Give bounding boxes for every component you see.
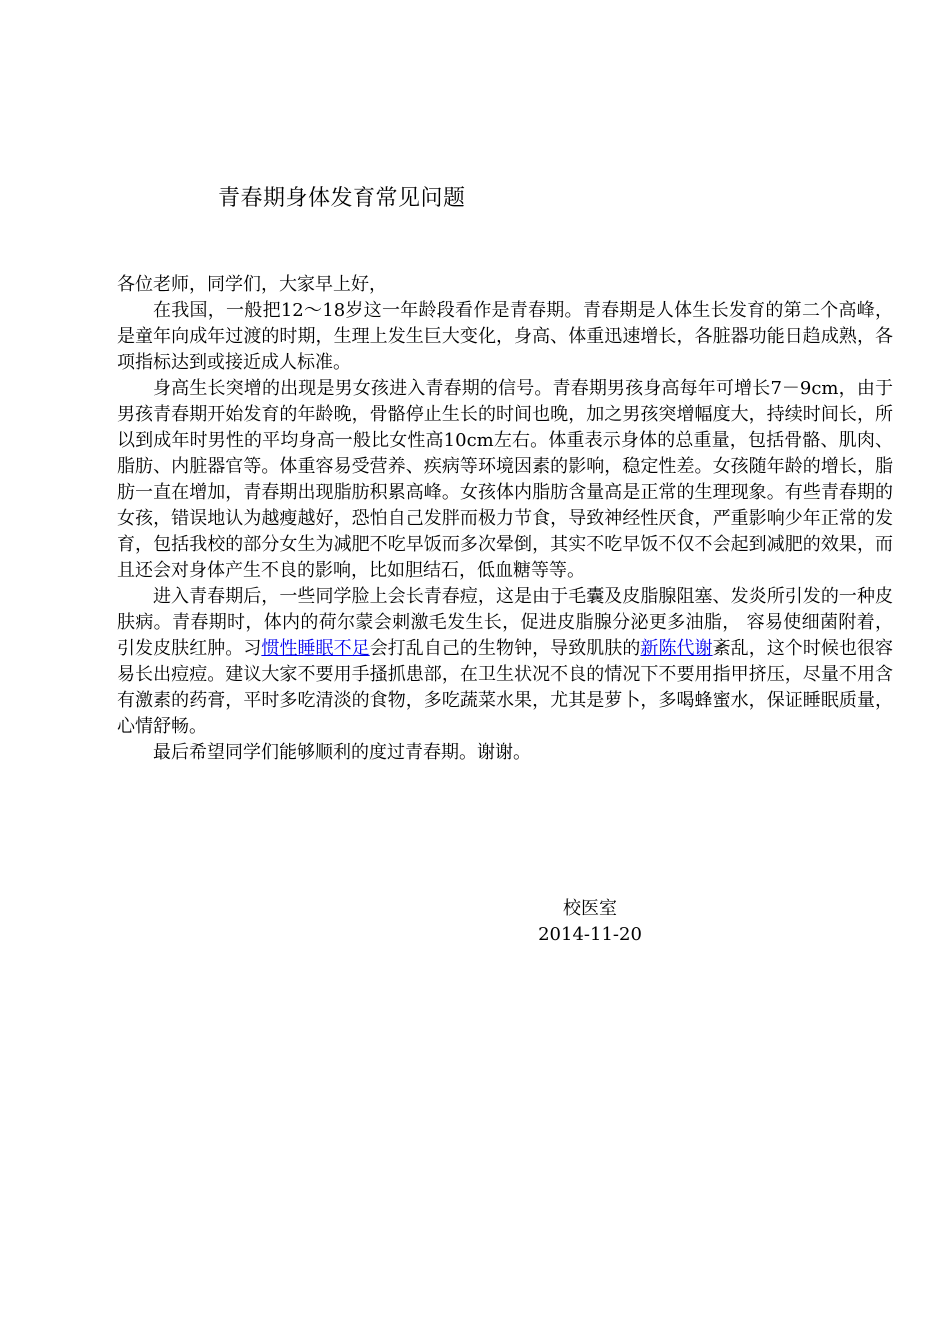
link-metabolism[interactable]: 新陈代谢 xyxy=(640,638,713,659)
greeting: 各位老师，同学们，大家早上好， xyxy=(117,274,387,295)
paragraph-puberty-definition: 在我国，一般把12～18岁这一年龄段看作是青春期。青春期是人体生长发育的第二个高峰，是童年向成年过渡的时期，生理上发生巨大变化，身高、体重迅速增长，各脏器功能日趋成熟，各项指标达到或接近成人标准。 xyxy=(117,300,893,373)
acne-text-part-2: 会打乱自己的生物钟，导致肌肤的 xyxy=(369,638,641,659)
signature-date: 2014-11-20 xyxy=(538,924,642,945)
signature-name: 校医室 xyxy=(563,898,617,919)
paragraph-growth: 身高生长突增的出现是男女孩进入青春期的信号。青春期男孩身高每年可增长7－9cm，由于男孩青春期开始发育的年龄晚，骨骼停止生长的时间也晚，加之男孩突增幅度大，持续时间长，所以到成年时男性的平均身高一般比女性高10cm左右。体重表示身体的总重量，包括骨骼、肌肉、脂肪、内脏器官等。体重容易受营养、疾病等环境因素的影响，稳定性差。女孩随年龄的增长，脂肪一直在增加，青春期出现脂肪积累高峰。女孩体内脂肪含量高是正常的生理现象。有些青春期的女孩，错误地认为越瘦越好，恐怕自己发胖而极力节食，导致神经性厌食，严重影响少年正常的发育，包括我校的部分女生为减肥不吃早饭而多次晕倒，其实不吃早饭不仅不会起到减肥的效果，而且还会对身体产生不良的影响，比如胆结石，低血糖等等。 xyxy=(117,378,893,581)
signature-block xyxy=(510,896,670,948)
document-body xyxy=(117,272,893,766)
acne-text-part-1: 进入青春期后，一些同学脸上会长青春痘，这是由于毛囊及皮脂腺阻塞、发炎所引发的一种皮肤病。青春期时，体内的荷尔蒙会刺激毛发生长，促进皮脂腺分泌更多油脂， 容易使细菌附着，引发皮肤红肿。习 xyxy=(117,586,893,659)
link-sleep-deprivation[interactable]: 惯性睡眠不足 xyxy=(261,638,370,659)
paragraph-closing: 最后希望同学们能够顺利的度过青春期。谢谢。 xyxy=(153,742,531,763)
acne-text-part-3: 紊乱，这个时候也很容易长出痘痘。建议大家不要用手搔抓患部，在卫生状况不良的情况下不要用指甲挤压，尽量不用含有激素的药膏，平时多吃清淡的食物，多吃蔬菜水果，尤其是萝卜，多喝蜂蜜水，保证睡眠质量，心情舒畅。 xyxy=(117,638,894,737)
page-title: 青春期身体发育常见问题 xyxy=(218,186,466,211)
paragraph-acne xyxy=(117,584,893,740)
